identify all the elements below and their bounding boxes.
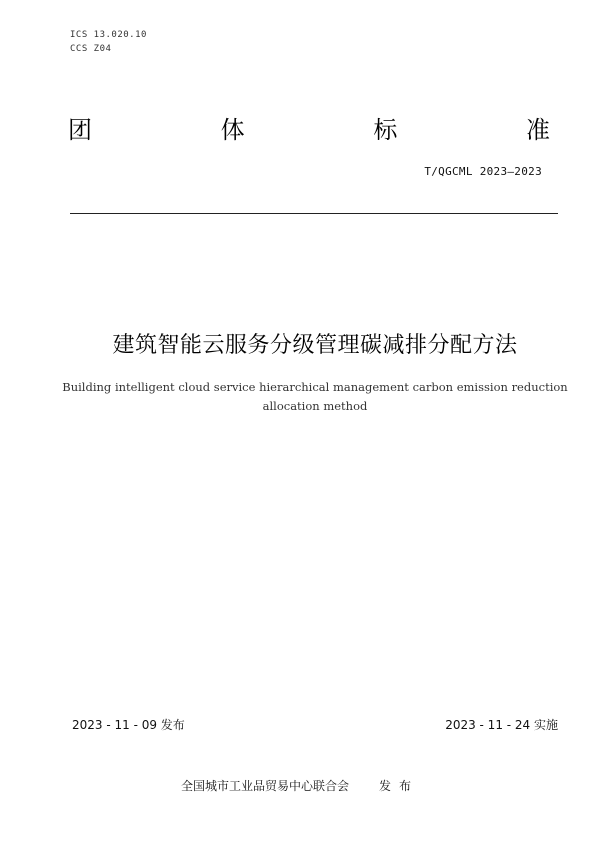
standard-type-heading bbox=[68, 116, 550, 144]
standard-number: T/QGCML 2023—2023 bbox=[424, 165, 542, 178]
document-title-chinese: 建筑智能云服务分级管理碳减排分配方法 bbox=[112, 333, 518, 358]
ccs-code: CCS Z04 bbox=[70, 44, 112, 54]
issue-date: 2023 - 11 - 09 发布 bbox=[72, 718, 185, 732]
standard-type-char: 准 bbox=[525, 116, 550, 144]
publisher-line bbox=[0, 777, 600, 794]
ics-code: ICS 13.020.10 bbox=[70, 30, 147, 40]
standard-type-char: 标 bbox=[373, 116, 398, 144]
standard-type-char: 体 bbox=[220, 116, 245, 144]
publisher-action: 发布 bbox=[379, 779, 420, 793]
standard-type-char: 团 bbox=[68, 116, 92, 144]
implementation-date: 2023 - 11 - 24 实施 bbox=[445, 718, 558, 732]
publisher-name: 全国城市工业品贸易中心联合会 bbox=[180, 779, 349, 793]
header-divider bbox=[70, 213, 558, 214]
document-title-english: Building intelligent cloud service hierarchical management carbon emission reduction allocation method bbox=[62, 380, 568, 413]
